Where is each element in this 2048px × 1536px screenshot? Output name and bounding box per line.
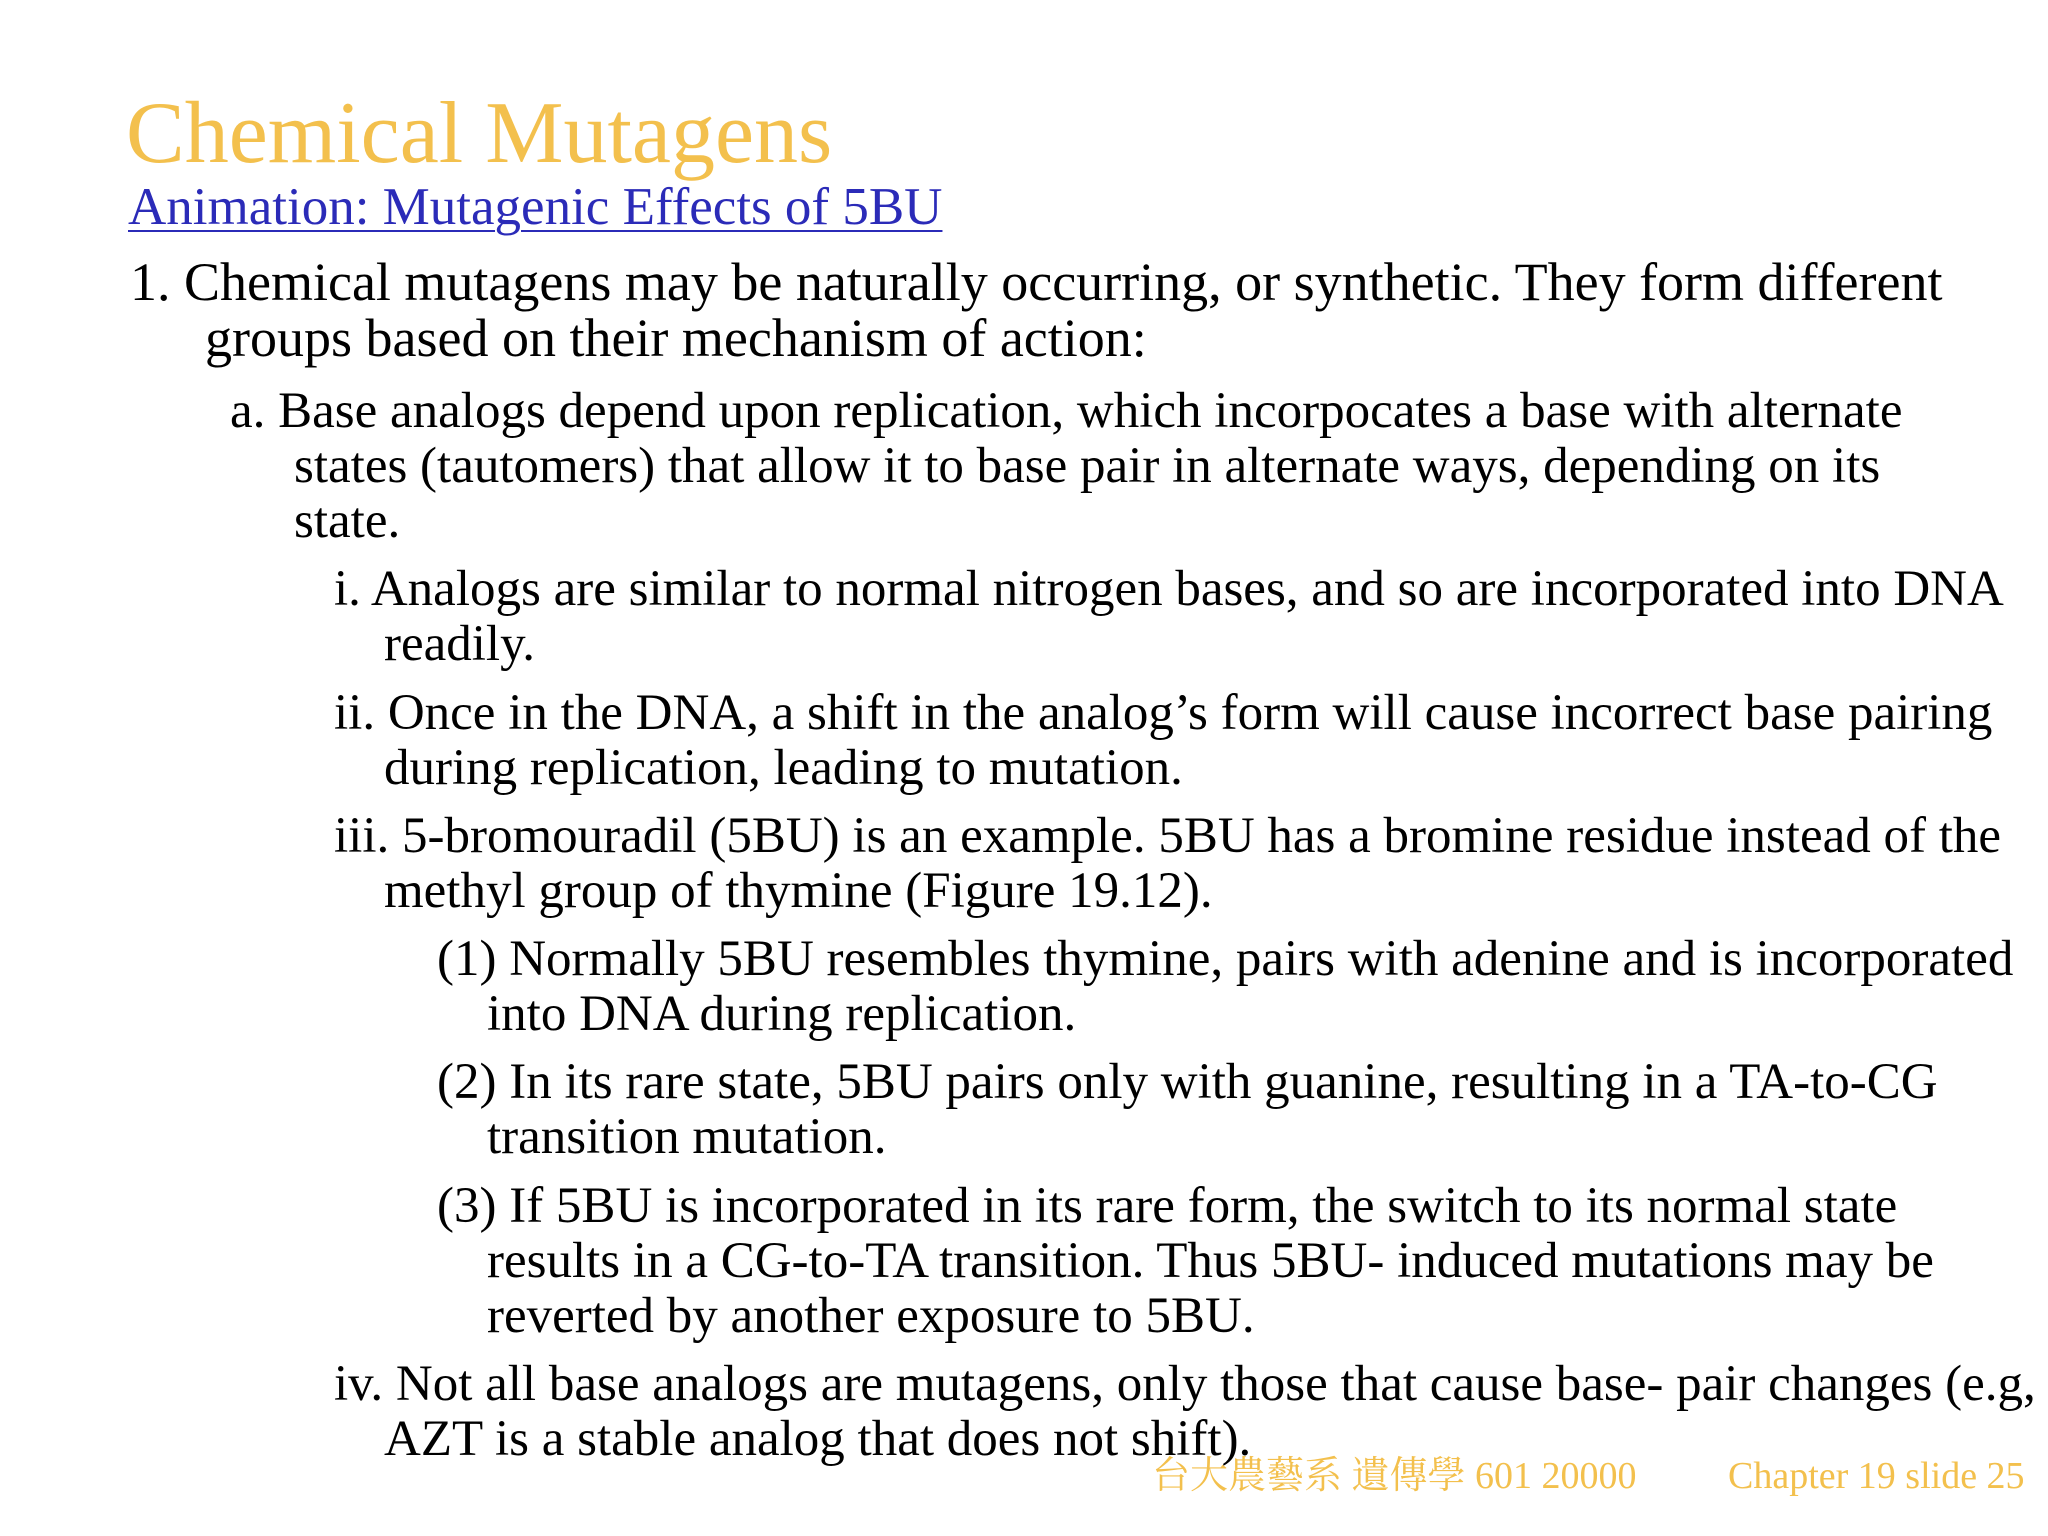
slide-title: Chemical Mutagens (126, 85, 833, 182)
point-1a: a. Base analogs depend upon replication, which incorpocates a base with alternate states (tautomers) that allow it to base pair in alternate ways, depending on its state. (230, 383, 1903, 549)
point-1: 1. Chemical mutagens may be naturally occurring, or synthetic. They form different groups based on their mechanism of action: (130, 252, 1943, 368)
footer-course-label: 台大農藝系 遺傳學 601 20000 (1152, 1455, 1637, 1497)
footer-slide-number: Chapter 19 slide 25 (1728, 1455, 2025, 1497)
point-1a-iii-2: (2) In its rare state, 5BU pairs only with guanine, resulting in a TA-to-CG transition mutation. (437, 1054, 1938, 1165)
point-1a-iii-3: (3) If 5BU is incorporated in its rare form, the switch to its normal state results in a CG-to-TA transition. Thus 5BU- induced mutations may be reverted by another exposure to 5BU. (437, 1178, 1934, 1344)
point-1a-iv: iv. Not all base analogs are mutagens, only those that cause base- pair changes (e.g, AZT is a stable analog that does not shift). (334, 1356, 2036, 1467)
point-1a-iii: iii. 5-bromouradil (5BU) is an example. 5BU has a bromine residue instead of the methyl group of thymine (Figure 19.12). (334, 808, 2002, 919)
point-1a-iii-1: (1) Normally 5BU resembles thymine, pairs with adenine and is incorporated into DNA during replication. (437, 931, 2014, 1042)
animation-link[interactable]: Animation: Mutagenic Effects of 5BU (128, 178, 943, 236)
point-1a-i: i. Analogs are similar to normal nitrogen bases, and so are incorporated into DNA readily. (334, 561, 2002, 672)
point-1a-ii: ii. Once in the DNA, a shift in the analog’s form will cause incorrect base pairing during replication, leading to mutation. (334, 685, 1993, 796)
